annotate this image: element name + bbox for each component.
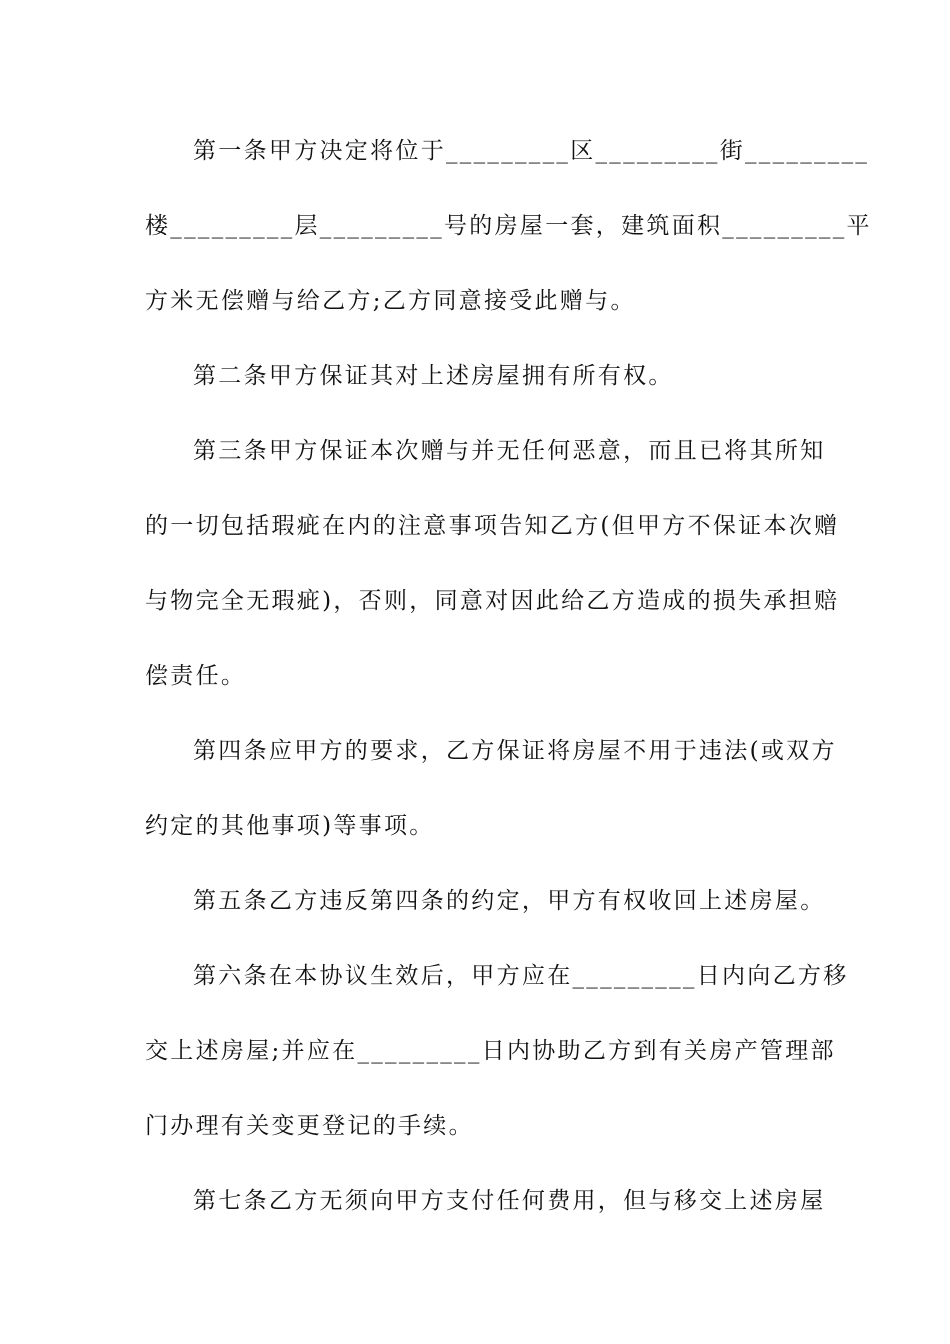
article-4-line-2: 约定的其他事项)等事项。 xyxy=(145,813,435,839)
article-6-line-3: 门办理有关变更登记的手续。 xyxy=(145,1113,474,1139)
article-3-line-1: 第三条甲方保证本次赠与并无任何恶意，而且已将其所知 xyxy=(193,438,826,464)
article-5-line-1: 第五条乙方违反第四条的约定，甲方有权收回上述房屋。 xyxy=(193,888,826,914)
article-6-line-1: 第六条在本协议生效后，甲方应在_________日内向乙方移 xyxy=(193,963,849,989)
article-3-line-2: 的一切包括瑕疵在内的注意事项告知乙方(但甲方不保证本次赠 xyxy=(145,513,840,539)
article-6-line-2: 交上述房屋;并应在_________日内协助乙方到有关房产管理部 xyxy=(145,1038,836,1064)
article-1-line-1: 第一条甲方决定将位于_________区_________街_________ xyxy=(193,138,870,164)
article-4-line-1: 第四条应甲方的要求，乙方保证将房屋不用于违法(或双方 xyxy=(193,738,837,764)
article-1-line-3: 方米无偿赠与给乙方;乙方同意接受此赠与。 xyxy=(145,288,636,314)
article-1-line-2: 楼_________层_________号的房屋一套，建筑面积_________平 xyxy=(145,213,872,239)
article-2-line-1: 第二条甲方保证其对上述房屋拥有所有权。 xyxy=(193,363,674,389)
article-3-line-4: 偿责任。 xyxy=(145,663,247,689)
article-7-line-1: 第七条乙方无须向甲方支付任何费用，但与移交上述房屋 xyxy=(193,1188,826,1214)
article-3-line-3: 与物完全无瑕疵)，否则，同意对因此给乙方造成的损失承担赔 xyxy=(145,588,840,614)
